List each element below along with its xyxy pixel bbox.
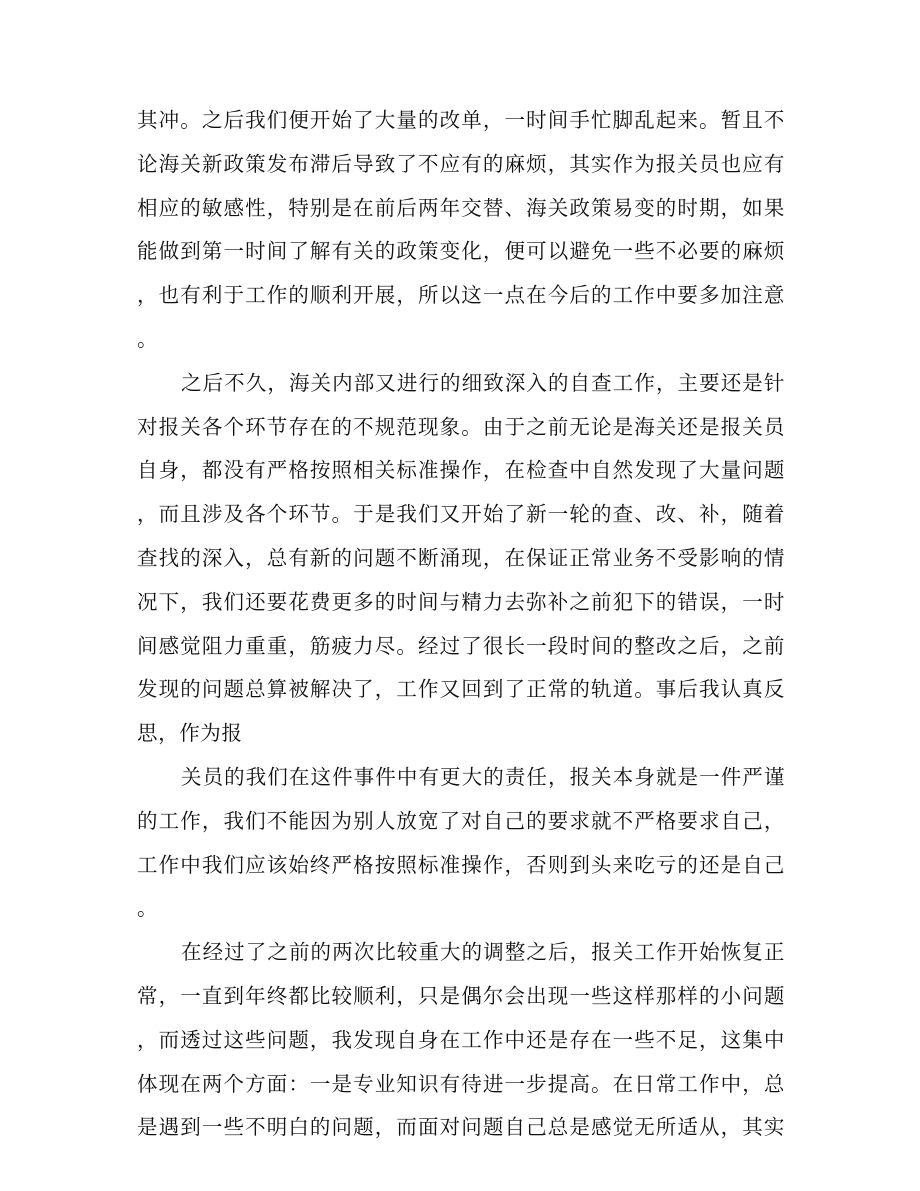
text-line: 关员的我们在这件事件中有更大的责任，报关本身就是一件严谨 [181,765,785,789]
text-line: ，而且涉及各个环节。于是我们又开始了新一轮的查、改、补，随着 [137,502,785,526]
text-line: 对报关各个环节存在的不规范现象。由于之前无论是海关还是报关员 [137,415,785,439]
text-line: 能做到第一时间了解有关的政策变化，便可以避免一些不必要的麻烦 [137,239,785,263]
text-line: 论海关新政策发布滞后导致了不应有的麻烦，其实作为报关员也应有 [137,152,785,176]
text-line: 况下，我们还要花费更多的时间与精力去弥补之前犯下的错误，一时 [137,590,785,614]
text-line: ，而透过这些问题，我发现自身在工作中还是存在一些不足，这集中 [137,1028,785,1052]
text-line: 的工作，我们不能因为别人放宽了对自己的要求就不严格要求自己， [137,809,785,833]
text-line: 。 [137,327,159,351]
text-line: 间感觉阻力重重，筋疲力尽。经过了很长一段时间的整改之后，之前 [137,634,785,658]
text-line: 在经过了之前的两次比较重大的调整之后，报关工作开始恢复正 [181,940,785,964]
text-line: 其冲。之后我们便开始了大量的改单，一时间手忙脚乱起来。暂且不 [137,108,785,132]
text-line: 之后不久，海关内部又进行的细致深入的自查工作，主要还是针 [181,371,785,395]
text-line: 发现的问题总算被解决了，工作又回到了正常的轨道。事后我认真反 [137,677,785,701]
text-line: 。 [137,896,159,920]
text-line: 常，一直到年终都比较顺利，只是偶尔会出现一些这样那样的小问题 [137,984,785,1008]
text-line: 思，作为报 [137,721,243,745]
text-line: ，也有利于工作的顺利开展，所以这一点在今后的工作中要多加注意 [137,283,785,307]
text-line: 相应的敏感性，特别是在前后两年交替、海关政策易变的时期，如果 [137,196,785,220]
text-line: 工作中我们应该始终严格按照标准操作，否则到头来吃亏的还是自己 [137,853,785,877]
text-line: 查找的深入，总有新的问题不断涌现，在保证正常业务不受影响的情 [137,546,785,570]
text-line: 自身，都没有严格按照相关标准操作，在检查中自然发现了大量问题 [137,458,785,482]
text-line: 体现在两个方面：一是专业知识有待进一步提高。在日常工作中，总 [137,1072,785,1096]
text-line: 是遇到一些不明白的问题，而面对问题自己总是感觉无所适从，其实 [137,1115,785,1139]
